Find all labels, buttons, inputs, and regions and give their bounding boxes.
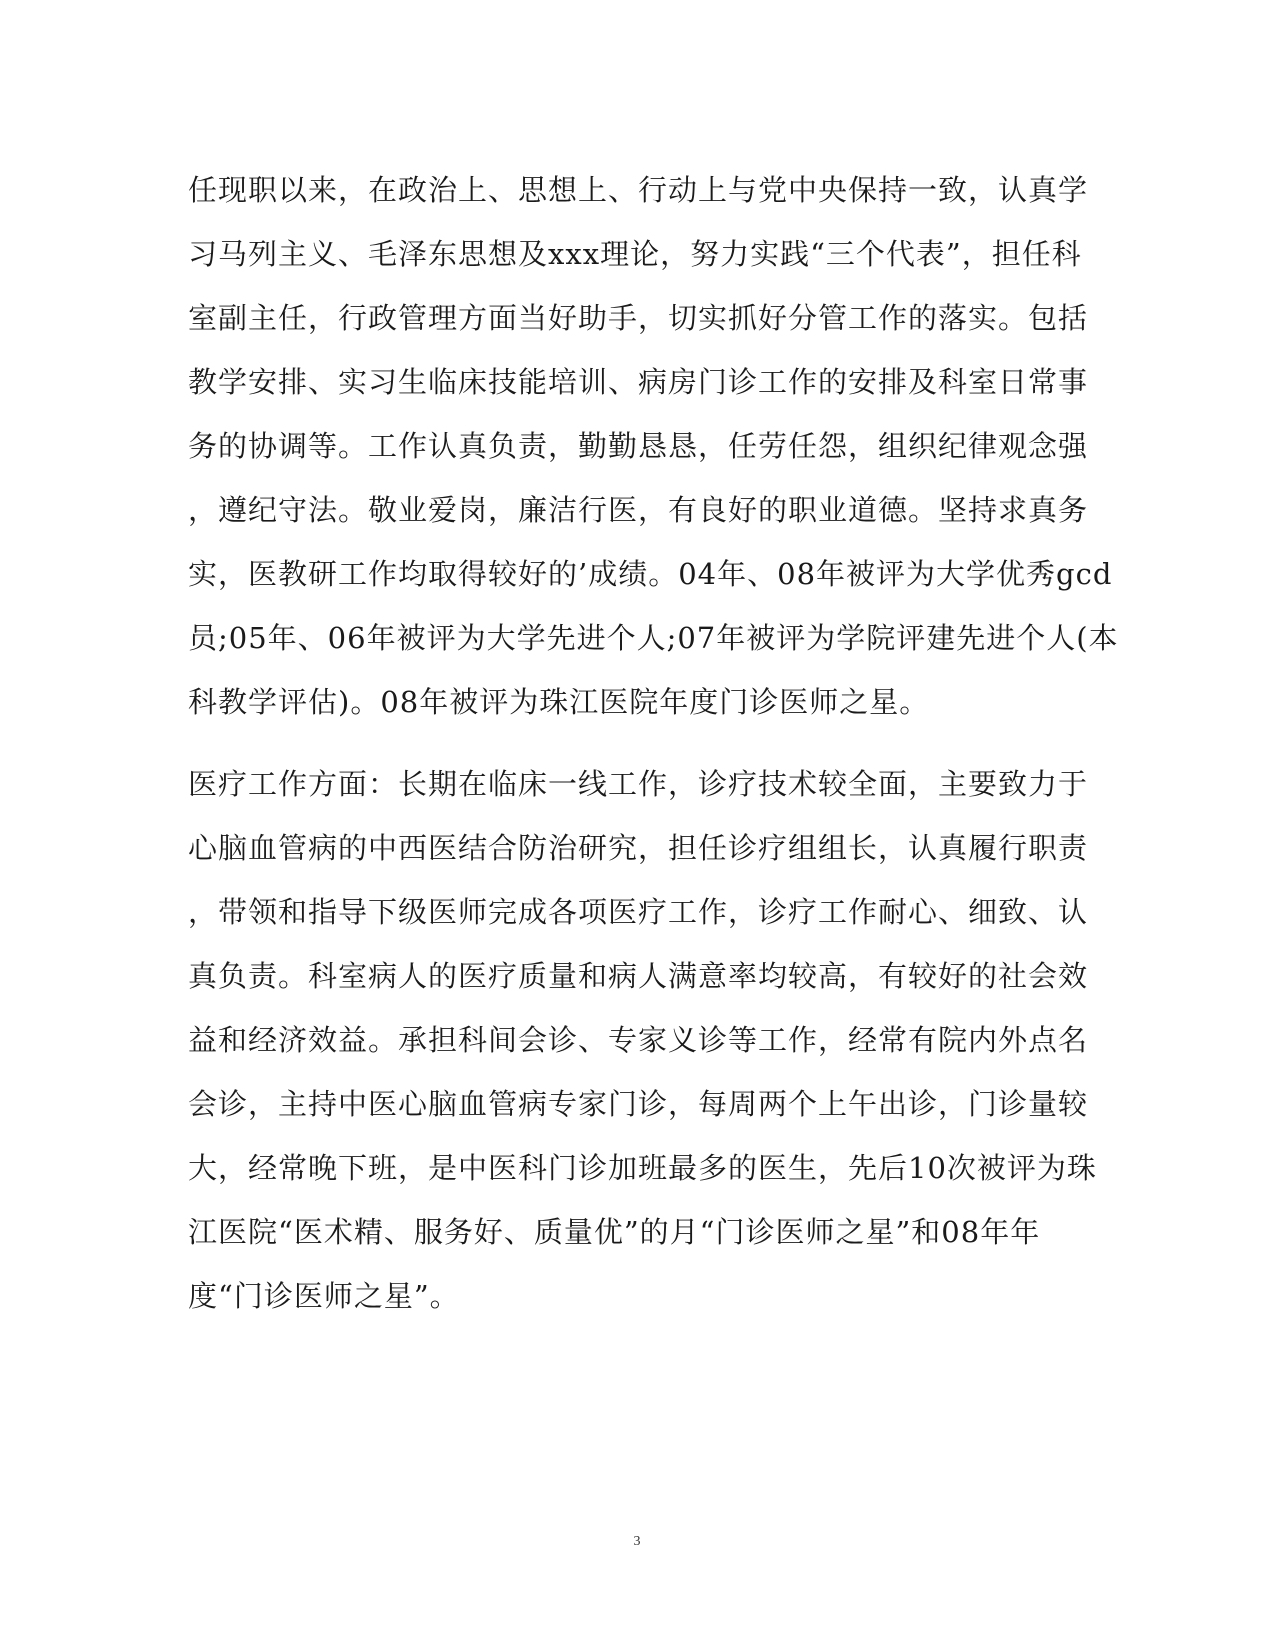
text-line: 室副主任，行政管理方面当好助手，切实抓好分管工作的落实。包括 bbox=[188, 301, 1089, 335]
text-line: ，带领和指导下级医师完成各项医疗工作，诊疗工作耐心、细致、认 bbox=[188, 895, 1089, 929]
text-line: 实，医教研工作均取得较好的’成绩。04年、08年被评为大学优秀gcd bbox=[188, 557, 1113, 591]
text-line: 员;05年、06年被评为大学先进个人;07年被评为学院评建先进个人(本 bbox=[188, 621, 1119, 655]
text-line: 任现职以来，在政治上、思想上、行动上与党中央保持一致，认真学 bbox=[188, 173, 1089, 207]
text-line: 习马列主义、毛泽东思想及xxx理论，努力实践“三个代表”，担任科 bbox=[188, 237, 1082, 271]
text-line: 益和经济效益。承担科间会诊、专家义诊等工作，经常有院内外点名 bbox=[188, 1023, 1089, 1057]
text-line: 大，经常晚下班，是中医科门诊加班最多的医生，先后10次被评为珠 bbox=[188, 1151, 1097, 1185]
text-line: ，遵纪守法。敬业爱岗，廉洁行医，有良好的职业道德。坚持求真务 bbox=[188, 493, 1089, 527]
text-line: 教学安排、实习生临床技能培训、病房门诊工作的安排及科室日常事 bbox=[188, 365, 1089, 399]
text-line: 科教学评估)。08年被评为珠江医院年度门诊医师之星。 bbox=[188, 685, 930, 719]
paragraph-medical-work bbox=[188, 752, 1097, 1328]
text-line: 真负责。科室病人的医疗质量和病人满意率均较高，有较好的社会效 bbox=[188, 959, 1089, 993]
text-line: 务的协调等。工作认真负责，勤勤恳恳，任劳任怨，组织纪律观念强 bbox=[188, 429, 1089, 463]
text-line: 度“门诊医师之星”。 bbox=[188, 1279, 460, 1313]
page-number: 3 bbox=[633, 1534, 641, 1549]
text-line: 心脑血管病的中西医结合防治研究，担任诊疗组组长，认真履行职责 bbox=[188, 831, 1089, 865]
paragraph-career-summary bbox=[188, 158, 1119, 734]
text-line: 会诊，主持中医心脑血管病专家门诊，每周两个上午出诊，门诊量较 bbox=[188, 1087, 1089, 1121]
text-line: 医疗工作方面：长期在临床一线工作，诊疗技术较全面，主要致力于 bbox=[188, 767, 1089, 801]
text-line: 江医院“医术精、服务好、质量优”的月“门诊医师之星”和08年年 bbox=[188, 1215, 1041, 1249]
